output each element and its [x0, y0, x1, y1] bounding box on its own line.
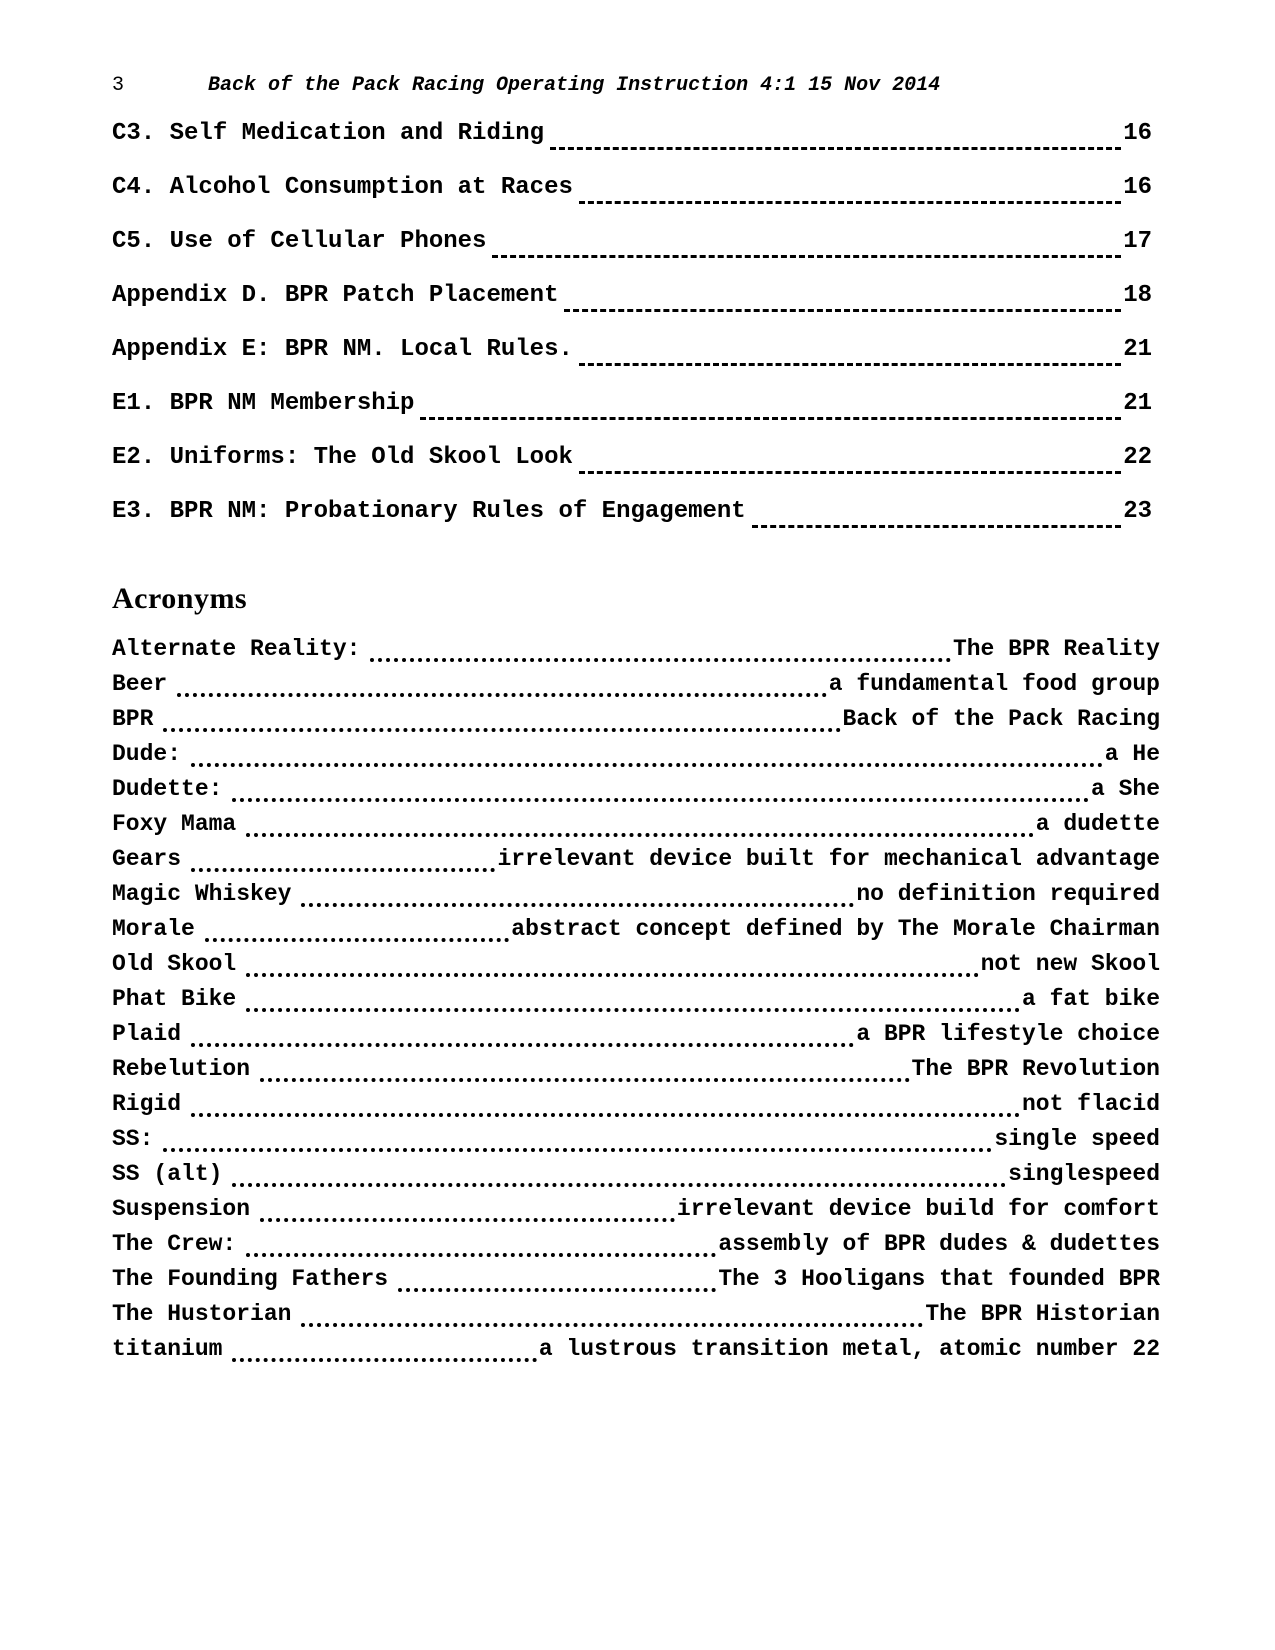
acronym-definition: The BPR Revolution — [911, 1056, 1160, 1082]
acronym-term: SS (alt) — [112, 1161, 223, 1187]
toc-entry-label: E3. BPR NM: Probationary Rules of Engagement — [112, 498, 746, 525]
toc-entry[interactable] — [112, 120, 1152, 174]
acronym-term: The Crew: — [112, 1231, 237, 1257]
toc-leader — [752, 525, 1121, 530]
dot-leader — [177, 693, 827, 697]
toc-leader — [492, 255, 1121, 260]
toc-entry-page: 21 — [1123, 336, 1152, 363]
toc-leader — [579, 471, 1121, 476]
acronym-definition: single speed — [994, 1126, 1160, 1152]
dot-leader — [301, 1323, 923, 1327]
acronym-row — [112, 1336, 1160, 1371]
dot-leader — [246, 1008, 1020, 1012]
toc-entry-page: 16 — [1123, 120, 1152, 147]
dot-leader — [301, 903, 854, 907]
toc-leader — [550, 147, 1121, 152]
toc-entry-label: C5. Use of Cellular Phones — [112, 228, 487, 255]
acronym-term: Rigid — [112, 1091, 182, 1117]
acronym-definition: not new Skool — [980, 951, 1160, 977]
acronym-row — [112, 1301, 1160, 1336]
toc-entry-label: E1. BPR NM Membership — [112, 390, 415, 417]
toc-entry[interactable] — [112, 174, 1152, 228]
dot-leader — [260, 1218, 675, 1222]
acronym-definition: singlespeed — [1008, 1161, 1160, 1187]
acronym-definition: abstract concept defined by The Morale Chairman — [511, 916, 1160, 942]
toc-entry-page: 17 — [1123, 228, 1152, 255]
acronym-definition: The BPR Historian — [925, 1301, 1160, 1327]
acronym-term: Magic Whiskey — [112, 881, 292, 907]
toc-entry-label: Appendix D. BPR Patch Placement — [112, 282, 559, 309]
acronym-definition: irrelevant device built for mechanical advantage — [497, 846, 1160, 872]
acronym-term: Suspension — [112, 1196, 251, 1222]
acronym-definition: a fundamental food group — [828, 671, 1160, 697]
acronym-term: Old Skool — [112, 951, 237, 977]
acronyms-heading: Acronyms — [112, 582, 248, 615]
acronym-definition: irrelevant device build for comfort — [676, 1196, 1160, 1222]
acronym-row — [112, 986, 1160, 1021]
dot-leader — [398, 1288, 716, 1292]
document-title: Back of the Pack Racing Operating Instruction 4:1 15 Nov 2014 — [208, 74, 941, 97]
acronym-row — [112, 636, 1160, 671]
toc-leader — [579, 201, 1121, 206]
acronym-term: The Hustorian — [112, 1301, 292, 1327]
acronym-definition: not flacid — [1021, 1091, 1160, 1117]
toc-entry-label: Appendix E: BPR NM. Local Rules. — [112, 336, 573, 363]
dot-leader — [163, 1148, 992, 1152]
toc-entry[interactable] — [112, 336, 1152, 390]
toc-entry-page: 16 — [1123, 174, 1152, 201]
acronym-row — [112, 741, 1160, 776]
acronym-row — [112, 811, 1160, 846]
acronym-row — [112, 1266, 1160, 1301]
acronym-term: Rebelution — [112, 1056, 251, 1082]
toc-entry-page: 21 — [1123, 390, 1152, 417]
acronym-definition: The 3 Hooligans that founded BPR — [718, 1266, 1160, 1292]
acronym-term: The Founding Fathers — [112, 1266, 389, 1292]
acronym-row — [112, 1231, 1160, 1266]
dot-leader — [232, 798, 1089, 802]
toc-leader — [579, 363, 1121, 368]
toc-entry[interactable] — [112, 282, 1152, 336]
dot-leader — [232, 1183, 1006, 1187]
dot-leader — [191, 868, 495, 872]
toc-entry-page: 18 — [1123, 282, 1152, 309]
acronym-row — [112, 846, 1160, 881]
dot-leader — [191, 1043, 854, 1047]
acronym-term: Plaid — [112, 1021, 182, 1047]
acronym-row — [112, 916, 1160, 951]
dot-leader — [246, 833, 1034, 837]
toc-leader — [420, 417, 1121, 422]
dot-leader — [232, 1358, 536, 1362]
acronym-term: BPR — [112, 706, 154, 732]
page-header — [112, 74, 940, 97]
acronym-term: titanium — [112, 1336, 223, 1362]
acronym-definition: a BPR lifestyle choice — [856, 1021, 1160, 1047]
acronym-term: Dudette: — [112, 776, 223, 802]
acronym-row — [112, 1196, 1160, 1231]
page-number: 3 — [112, 74, 125, 97]
acronym-row — [112, 1056, 1160, 1091]
dot-leader — [191, 763, 1103, 767]
acronym-definition: a She — [1090, 776, 1160, 802]
acronym-definition: assembly of BPR dudes & dudettes — [718, 1231, 1160, 1257]
acronym-row — [112, 706, 1160, 741]
dot-leader — [260, 1078, 910, 1082]
acronym-row — [112, 776, 1160, 811]
acronym-definition: no definition required — [856, 881, 1160, 907]
acronym-term: Alternate Reality: — [112, 636, 361, 662]
toc-entry[interactable] — [112, 228, 1152, 282]
acronym-row — [112, 951, 1160, 986]
acronym-definition: The BPR Reality — [952, 636, 1160, 662]
dot-leader — [246, 973, 978, 977]
toc-entry[interactable] — [112, 444, 1152, 498]
toc-entry-label: E2. Uniforms: The Old Skool Look — [112, 444, 573, 471]
toc-entry-page: 22 — [1123, 444, 1152, 471]
acronym-term: Foxy Mama — [112, 811, 237, 837]
toc-entry-page: 23 — [1123, 498, 1152, 525]
dot-leader — [191, 1113, 1020, 1117]
toc-entry-label: C3. Self Medication and Riding — [112, 120, 545, 147]
acronym-row — [112, 881, 1160, 916]
acronym-definition: a fat bike — [1021, 986, 1160, 1012]
acronym-definition: a lustrous transition metal, atomic number 22 — [538, 1336, 1160, 1362]
dot-leader — [163, 728, 840, 732]
dot-leader — [246, 1253, 716, 1257]
acronym-definition: Back of the Pack Racing — [842, 706, 1160, 732]
toc-entry-label: C4. Alcohol Consumption at Races — [112, 174, 573, 201]
acronym-row — [112, 1091, 1160, 1126]
acronym-term: Beer — [112, 671, 168, 697]
dot-leader — [205, 938, 509, 942]
acronym-row — [112, 1161, 1160, 1196]
acronym-row — [112, 671, 1160, 706]
acronym-definition: a dudette — [1035, 811, 1160, 837]
acronym-term: Phat Bike — [112, 986, 237, 1012]
acronym-term: Gears — [112, 846, 182, 872]
acronym-row — [112, 1021, 1160, 1056]
toc-entry[interactable] — [112, 498, 1152, 552]
table-of-contents — [112, 120, 1152, 552]
toc-leader — [564, 309, 1121, 314]
acronym-term: SS: — [112, 1126, 154, 1152]
acronym-term: Dude: — [112, 741, 182, 767]
acronym-term: Morale — [112, 916, 195, 942]
toc-entry[interactable] — [112, 390, 1152, 444]
acronym-definition: a He — [1104, 741, 1160, 767]
acronym-list — [112, 636, 1160, 1371]
dot-leader — [370, 658, 951, 662]
acronym-row — [112, 1126, 1160, 1161]
